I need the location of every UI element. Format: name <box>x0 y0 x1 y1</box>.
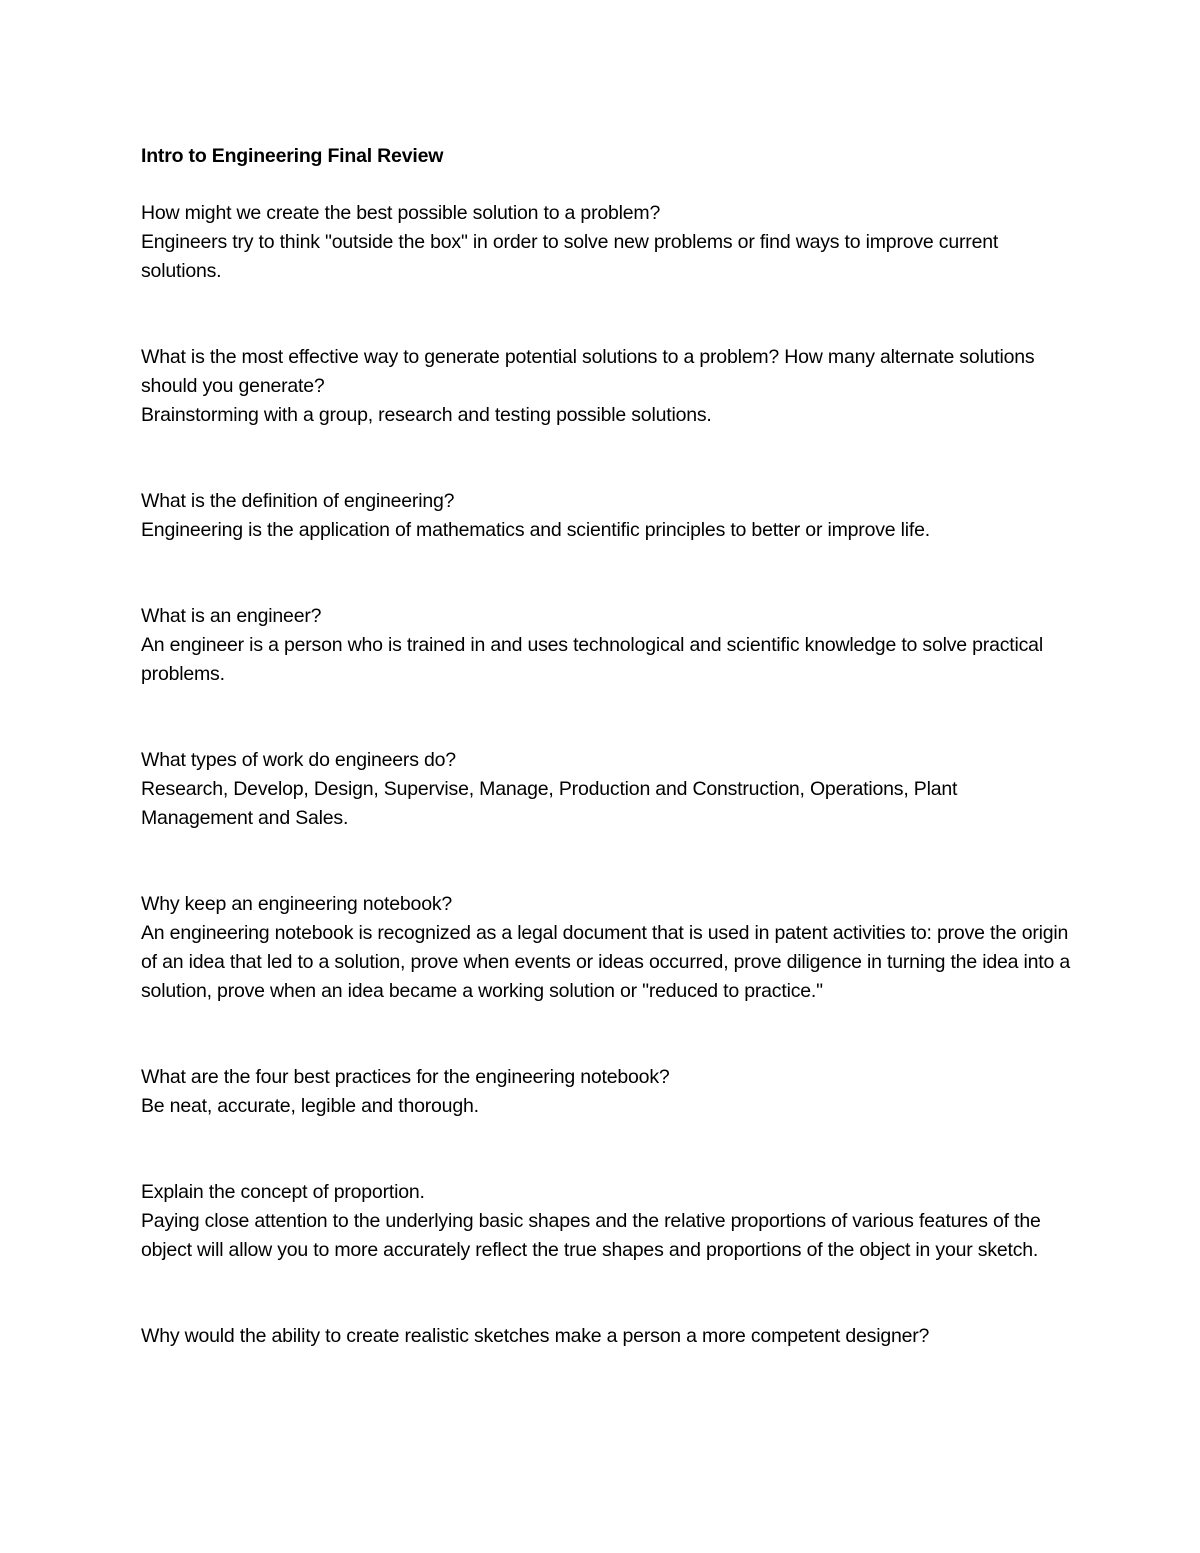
qa-item <box>141 890 1071 1006</box>
question-text: How might we create the best possible solution to a problem? <box>141 202 661 224</box>
qa-item <box>141 1178 1071 1265</box>
document-body <box>141 142 1071 1351</box>
qa-item <box>141 487 1071 545</box>
answer-text: Engineers try to think "outside the box" in order to solve new problems or find ways to improve current solutions. <box>141 231 999 282</box>
answer-text: Paying close attention to the underlying basic shapes and the relative proportions of various features of the object will allow you to more accurately reflect the true shapes and proportions of the object in your sketch. <box>141 1210 1041 1261</box>
question-text: Why would the ability to create realistic sketches make a person a more competent designer? <box>141 1325 930 1347</box>
qa-item <box>141 199 1071 286</box>
question-text: What is the most effective way to generate potential solutions to a problem? How many alternate solutions should you generate? <box>141 346 1035 397</box>
answer-text: An engineer is a person who is trained in and uses technological and scientific knowledge to solve practical problems. <box>141 634 1043 685</box>
question-text: Why keep an engineering notebook? <box>141 893 453 915</box>
question-text: What types of work do engineers do? <box>141 749 456 771</box>
qa-item <box>141 343 1071 430</box>
qa-item <box>141 602 1071 689</box>
answer-text: Engineering is the application of mathematics and scientific principles to better or improve life. <box>141 519 930 541</box>
question-text: Explain the concept of proportion. <box>141 1181 425 1203</box>
question-text: What is the definition of engineering? <box>141 490 455 512</box>
document-title: Intro to Engineering Final Review <box>141 145 444 167</box>
qa-item <box>141 1322 1071 1351</box>
question-text: What is an engineer? <box>141 605 322 627</box>
question-text: What are the four best practices for the engineering notebook? <box>141 1066 670 1088</box>
answer-text: An engineering notebook is recognized as a legal document that is used in patent activities to: prove the origin of an idea that led to a solution, prove when events or ideas occurred, prove diligence in turning the idea into a solution, prove when an idea became a working solution or "reduced to practice." <box>141 922 1070 1002</box>
qa-item <box>141 1063 1071 1121</box>
answer-text: Brainstorming with a group, research and testing possible solutions. <box>141 404 712 426</box>
answer-text: Be neat, accurate, legible and thorough. <box>141 1095 479 1117</box>
answer-text: Research, Develop, Design, Supervise, Manage, Production and Construction, Operations, Plant Management and Sales. <box>141 778 958 829</box>
qa-item <box>141 746 1071 833</box>
